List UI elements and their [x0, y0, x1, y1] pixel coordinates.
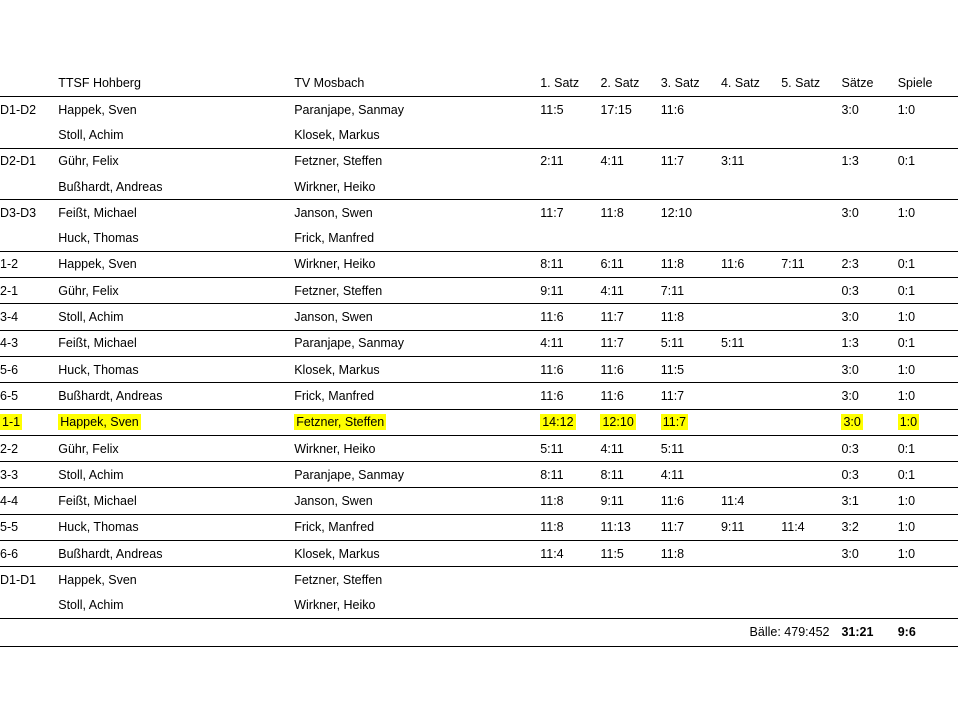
column-header-set-1: 1. Satz	[540, 70, 600, 97]
cell-set-5	[781, 174, 841, 200]
column-header-set-2: 2. Satz	[600, 70, 660, 97]
cell-games	[898, 409, 958, 435]
cell-set-5	[781, 462, 841, 488]
cell-sets: 3:0	[841, 356, 897, 382]
cell-set-1: 11:4	[540, 541, 600, 567]
total-balls-label: Bälle: 479:452	[540, 618, 841, 646]
highlight-marker: 1-1	[2, 415, 21, 430]
cell-set-2: 11:8	[600, 205, 624, 220]
cell-set-3	[661, 174, 721, 200]
cell-sets: 0:3	[841, 278, 897, 304]
cell-set-3: 5:11	[661, 435, 721, 461]
cell-set-2: 6:11	[600, 251, 660, 277]
cell-games: 0:1	[898, 330, 958, 356]
totals-empty-home	[58, 618, 294, 646]
cell-home-player: Bußhardt, Andreas	[58, 174, 294, 200]
cell-set-2	[600, 174, 660, 200]
cell-position: D3-D3	[0, 205, 37, 220]
cell-set-3: 12:10	[660, 205, 693, 220]
cell-set-2	[600, 567, 660, 593]
cell-set-4	[721, 356, 781, 382]
table-row	[0, 462, 958, 488]
column-header-set-4: 4. Satz	[721, 70, 781, 97]
cell-set-5	[781, 122, 841, 148]
highlight-marker: 12:10	[602, 415, 634, 430]
cell-set-1: 11:6	[540, 383, 600, 409]
cell-away-player: Wirkner, Heiko	[294, 598, 376, 613]
cell-sets: 3:0	[841, 205, 859, 220]
cell-home-player: Feißt, Michael	[58, 488, 294, 514]
cell-set-3: 11:8	[661, 304, 721, 330]
table-row	[0, 278, 958, 304]
column-header-set-5: 5. Satz	[781, 70, 841, 97]
table-header-row	[0, 70, 958, 97]
cell-sets: 3:0	[841, 541, 897, 567]
cell-games: 0:1	[898, 462, 958, 488]
cell-position: 6-6	[0, 541, 58, 567]
cell-home-player: Feißt, Michael	[58, 330, 294, 356]
table-row	[0, 251, 958, 277]
cell-set-3: 4:11	[661, 462, 721, 488]
cell-set-1	[540, 567, 600, 593]
cell-set-4	[721, 278, 781, 304]
cell-set-3	[661, 567, 721, 593]
cell-set-4	[721, 409, 781, 435]
cell-set-5	[781, 435, 841, 461]
cell-sets: 1:3	[841, 154, 859, 169]
cell-position: D1-D1	[0, 572, 37, 587]
cell-games: 1:0	[898, 304, 958, 330]
table-row	[0, 488, 958, 514]
cell-set-1: 9:11	[540, 278, 600, 304]
cell-position: D2-D1	[0, 154, 37, 169]
cell-position: 4-4	[0, 488, 58, 514]
cell-set-2	[600, 122, 660, 148]
cell-set-3: 11:6	[661, 488, 721, 514]
highlight-marker: 11:7	[662, 415, 687, 430]
cell-set-1	[540, 409, 600, 435]
cell-set-4	[721, 304, 781, 330]
cell-home-player: Stoll, Achim	[58, 598, 124, 613]
cell-set-5	[781, 383, 841, 409]
cell-set-3: 11:5	[661, 356, 721, 382]
cell-sets: 3:2	[841, 514, 897, 540]
column-header-away-team: TV Mosbach	[294, 70, 540, 97]
cell-set-4	[721, 593, 781, 619]
cell-set-5	[781, 567, 841, 593]
cell-set-3: 7:11	[661, 278, 721, 304]
table-row	[0, 148, 958, 174]
cell-away-player: Klosek, Markus	[294, 541, 540, 567]
cell-set-4	[721, 567, 781, 593]
cell-home-player: Gühr, Felix	[58, 278, 294, 304]
cell-sets	[841, 593, 897, 619]
cell-away-player: Wirkner, Heiko	[294, 435, 540, 461]
cell-position: 4-3	[0, 330, 58, 356]
cell-position: 3-4	[0, 304, 58, 330]
cell-set-3	[661, 409, 721, 435]
total-sets: 31:21	[841, 618, 897, 646]
column-header-position	[0, 70, 58, 97]
cell-set-2: 11:7	[600, 330, 660, 356]
cell-away-player	[294, 409, 540, 435]
cell-away-player: Frick, Manfred	[294, 383, 540, 409]
cell-position: 5-6	[0, 356, 58, 382]
column-header-home-team: TTSF Hohberg	[58, 70, 294, 97]
cell-home-player: Happek, Sven	[58, 572, 137, 587]
cell-set-5	[781, 356, 841, 382]
cell-games: 0:1	[898, 435, 958, 461]
cell-set-5: 11:4	[781, 514, 841, 540]
cell-set-1: 8:11	[540, 251, 600, 277]
cell-set-2: 11:6	[600, 356, 660, 382]
cell-games: 1:0	[898, 514, 958, 540]
table-row	[0, 383, 958, 409]
cell-away-player: Wirkner, Heiko	[294, 251, 540, 277]
cell-set-4	[721, 122, 781, 148]
cell-set-4	[721, 383, 781, 409]
cell-games	[898, 567, 958, 593]
cell-position: D1-D2	[0, 102, 37, 117]
cell-set-4: 9:11	[721, 514, 781, 540]
cell-home-player: Bußhardt, Andreas	[58, 541, 294, 567]
cell-set-2: 4:11	[600, 435, 660, 461]
table-row	[0, 174, 958, 200]
cell-position: 2-2	[0, 435, 58, 461]
highlight-marker: 1:0	[899, 415, 918, 430]
table-row	[0, 97, 958, 123]
table-row	[0, 435, 958, 461]
cell-set-1: 11:5	[540, 102, 564, 117]
column-header-set-3: 3. Satz	[661, 70, 721, 97]
cell-set-4	[721, 200, 781, 226]
cell-set-4	[721, 225, 781, 251]
cell-sets	[841, 409, 897, 435]
cell-set-1: 11:8	[540, 514, 600, 540]
cell-set-4: 11:6	[721, 251, 781, 277]
cell-set-1: 2:11	[540, 154, 564, 169]
cell-set-2: 9:11	[600, 488, 660, 514]
cell-home-player: Happek, Sven	[58, 102, 137, 117]
cell-set-1: 11:6	[540, 356, 600, 382]
cell-set-2	[600, 593, 660, 619]
cell-set-2: 11:5	[600, 541, 660, 567]
cell-position	[0, 409, 58, 435]
highlight-marker: Fetzner, Steffen	[296, 415, 385, 430]
cell-set-2: 11:7	[600, 304, 660, 330]
cell-home-player: Feißt, Michael	[58, 205, 137, 220]
highlight-marker: 3:0	[843, 415, 861, 430]
cell-set-1	[540, 225, 600, 251]
cell-set-3: 11:8	[661, 251, 721, 277]
cell-set-1: 11:6	[540, 304, 600, 330]
cell-set-1	[540, 593, 600, 619]
cell-set-2	[600, 409, 660, 435]
cell-set-3	[661, 225, 721, 251]
cell-home-player: Happek, Sven	[58, 251, 294, 277]
cell-set-4	[721, 435, 781, 461]
table-row	[0, 304, 958, 330]
cell-sets	[841, 567, 897, 593]
cell-set-3: 11:6	[660, 102, 685, 117]
cell-position: 6-5	[0, 383, 58, 409]
cell-position	[0, 225, 58, 251]
cell-set-4	[721, 541, 781, 567]
cell-set-5	[781, 330, 841, 356]
cell-home-player	[58, 409, 294, 435]
cell-set-2	[600, 225, 660, 251]
cell-away-player: Fetzner, Steffen	[294, 154, 383, 169]
cell-set-5: 7:11	[781, 251, 841, 277]
table-row	[0, 122, 958, 148]
cell-games	[898, 174, 958, 200]
cell-away-player: Paranjape, Sanmay	[294, 102, 405, 117]
highlight-marker: 14:12	[542, 415, 574, 430]
cell-home-player: Huck, Thomas	[58, 514, 294, 540]
cell-set-5	[781, 541, 841, 567]
cell-set-4	[721, 174, 781, 200]
cell-away-player: Klosek, Markus	[294, 122, 540, 148]
cell-games	[898, 122, 958, 148]
cell-sets: 1:3	[841, 330, 897, 356]
cell-games	[898, 225, 958, 251]
cell-home-player: Bußhardt, Andreas	[58, 383, 294, 409]
cell-sets: 3:1	[841, 488, 897, 514]
cell-home-player: Stoll, Achim	[58, 462, 294, 488]
cell-set-5	[781, 488, 841, 514]
cell-set-1: 4:11	[540, 330, 600, 356]
cell-set-5	[781, 278, 841, 304]
cell-games: 0:1	[898, 251, 958, 277]
column-header-sets: Sätze	[841, 70, 897, 97]
cell-games: 0:1	[898, 278, 958, 304]
cell-set-3: 11:7	[660, 154, 685, 169]
cell-set-5	[781, 304, 841, 330]
cell-set-5	[781, 225, 841, 251]
cell-home-player: Huck, Thomas	[58, 356, 294, 382]
table-row	[0, 200, 958, 226]
table-body	[0, 97, 958, 619]
cell-games	[898, 593, 958, 619]
table-row	[0, 567, 958, 593]
cell-home-player: Huck, Thomas	[58, 225, 294, 251]
cell-set-4: 11:4	[721, 488, 781, 514]
cell-away-player: Wirkner, Heiko	[294, 174, 540, 200]
cell-set-3: 5:11	[661, 330, 721, 356]
cell-set-1	[540, 122, 600, 148]
cell-away-player: Klosek, Markus	[294, 356, 540, 382]
cell-set-3	[661, 593, 721, 619]
totals-row	[0, 618, 958, 646]
table-row	[0, 514, 958, 540]
cell-set-2: 11:13	[600, 514, 660, 540]
table-row	[0, 356, 958, 382]
cell-away-player: Janson, Swen	[294, 304, 540, 330]
cell-games: 1:0	[897, 102, 916, 117]
cell-set-4	[721, 97, 781, 123]
cell-position	[0, 122, 58, 148]
cell-sets	[841, 174, 897, 200]
cell-sets: 3:0	[841, 304, 897, 330]
match-results-table	[0, 70, 958, 647]
cell-sets: 3:0	[841, 383, 897, 409]
cell-sets: 0:3	[841, 435, 897, 461]
cell-set-1: 11:7	[540, 205, 564, 220]
cell-set-5	[781, 148, 841, 174]
cell-set-2: 4:11	[600, 154, 624, 169]
cell-set-3: 11:8	[661, 541, 721, 567]
column-header-games: Spiele	[898, 70, 958, 97]
cell-set-5	[781, 593, 841, 619]
cell-set-4: 3:11	[720, 154, 745, 169]
highlight-marker: Happek, Sven	[60, 415, 139, 430]
cell-home-player: Stoll, Achim	[58, 304, 294, 330]
cell-position: 1-2	[0, 251, 58, 277]
cell-away-player: Paranjape, Sanmay	[294, 462, 540, 488]
cell-home-player: Stoll, Achim	[58, 122, 294, 148]
total-games: 9:6	[898, 618, 958, 646]
cell-away-player: Fetzner, Steffen	[294, 572, 383, 587]
cell-set-1: 5:11	[540, 435, 600, 461]
cell-away-player: Fetzner, Steffen	[294, 278, 540, 304]
table-row	[0, 541, 958, 567]
cell-sets: 2:3	[841, 251, 897, 277]
cell-away-player: Frick, Manfred	[294, 225, 540, 251]
cell-set-1: 11:8	[540, 488, 600, 514]
cell-set-3: 11:7	[661, 514, 721, 540]
cell-position	[0, 593, 58, 619]
cell-sets	[841, 122, 897, 148]
cell-set-1: 8:11	[540, 462, 600, 488]
cell-set-2: 4:11	[600, 278, 660, 304]
totals-empty-away	[294, 618, 540, 646]
table-row	[0, 225, 958, 251]
cell-position: 5-5	[0, 514, 58, 540]
cell-games: 0:1	[897, 154, 916, 169]
table-row	[0, 593, 958, 619]
cell-set-5	[781, 200, 841, 226]
cell-set-3	[661, 122, 721, 148]
cell-set-2: 17:15	[600, 102, 632, 117]
cell-set-5	[781, 97, 841, 123]
table-row	[0, 330, 958, 356]
cell-away-player: Janson, Swen	[294, 205, 373, 220]
cell-set-1	[540, 174, 600, 200]
cell-position	[0, 174, 58, 200]
cell-home-player: Gühr, Felix	[58, 435, 294, 461]
cell-games: 1:0	[898, 488, 958, 514]
cell-set-4: 5:11	[721, 330, 781, 356]
cell-home-player: Gühr, Felix	[58, 154, 119, 169]
cell-games: 1:0	[898, 356, 958, 382]
cell-games: 1:0	[898, 383, 958, 409]
cell-sets: 3:0	[841, 102, 859, 117]
cell-set-5	[781, 409, 841, 435]
cell-sets: 0:3	[841, 462, 897, 488]
cell-sets	[841, 225, 897, 251]
cell-set-2: 8:11	[600, 462, 660, 488]
cell-set-3: 11:7	[661, 383, 721, 409]
cell-position: 2-1	[0, 278, 58, 304]
cell-away-player: Frick, Manfred	[294, 514, 540, 540]
cell-set-4	[721, 462, 781, 488]
table-row	[0, 409, 958, 435]
cell-away-player: Janson, Swen	[294, 488, 540, 514]
cell-games: 1:0	[897, 205, 916, 220]
cell-position: 3-3	[0, 462, 58, 488]
cell-set-2: 11:6	[600, 383, 660, 409]
cell-games: 1:0	[898, 541, 958, 567]
totals-empty-position	[0, 618, 58, 646]
cell-away-player: Paranjape, Sanmay	[294, 330, 540, 356]
